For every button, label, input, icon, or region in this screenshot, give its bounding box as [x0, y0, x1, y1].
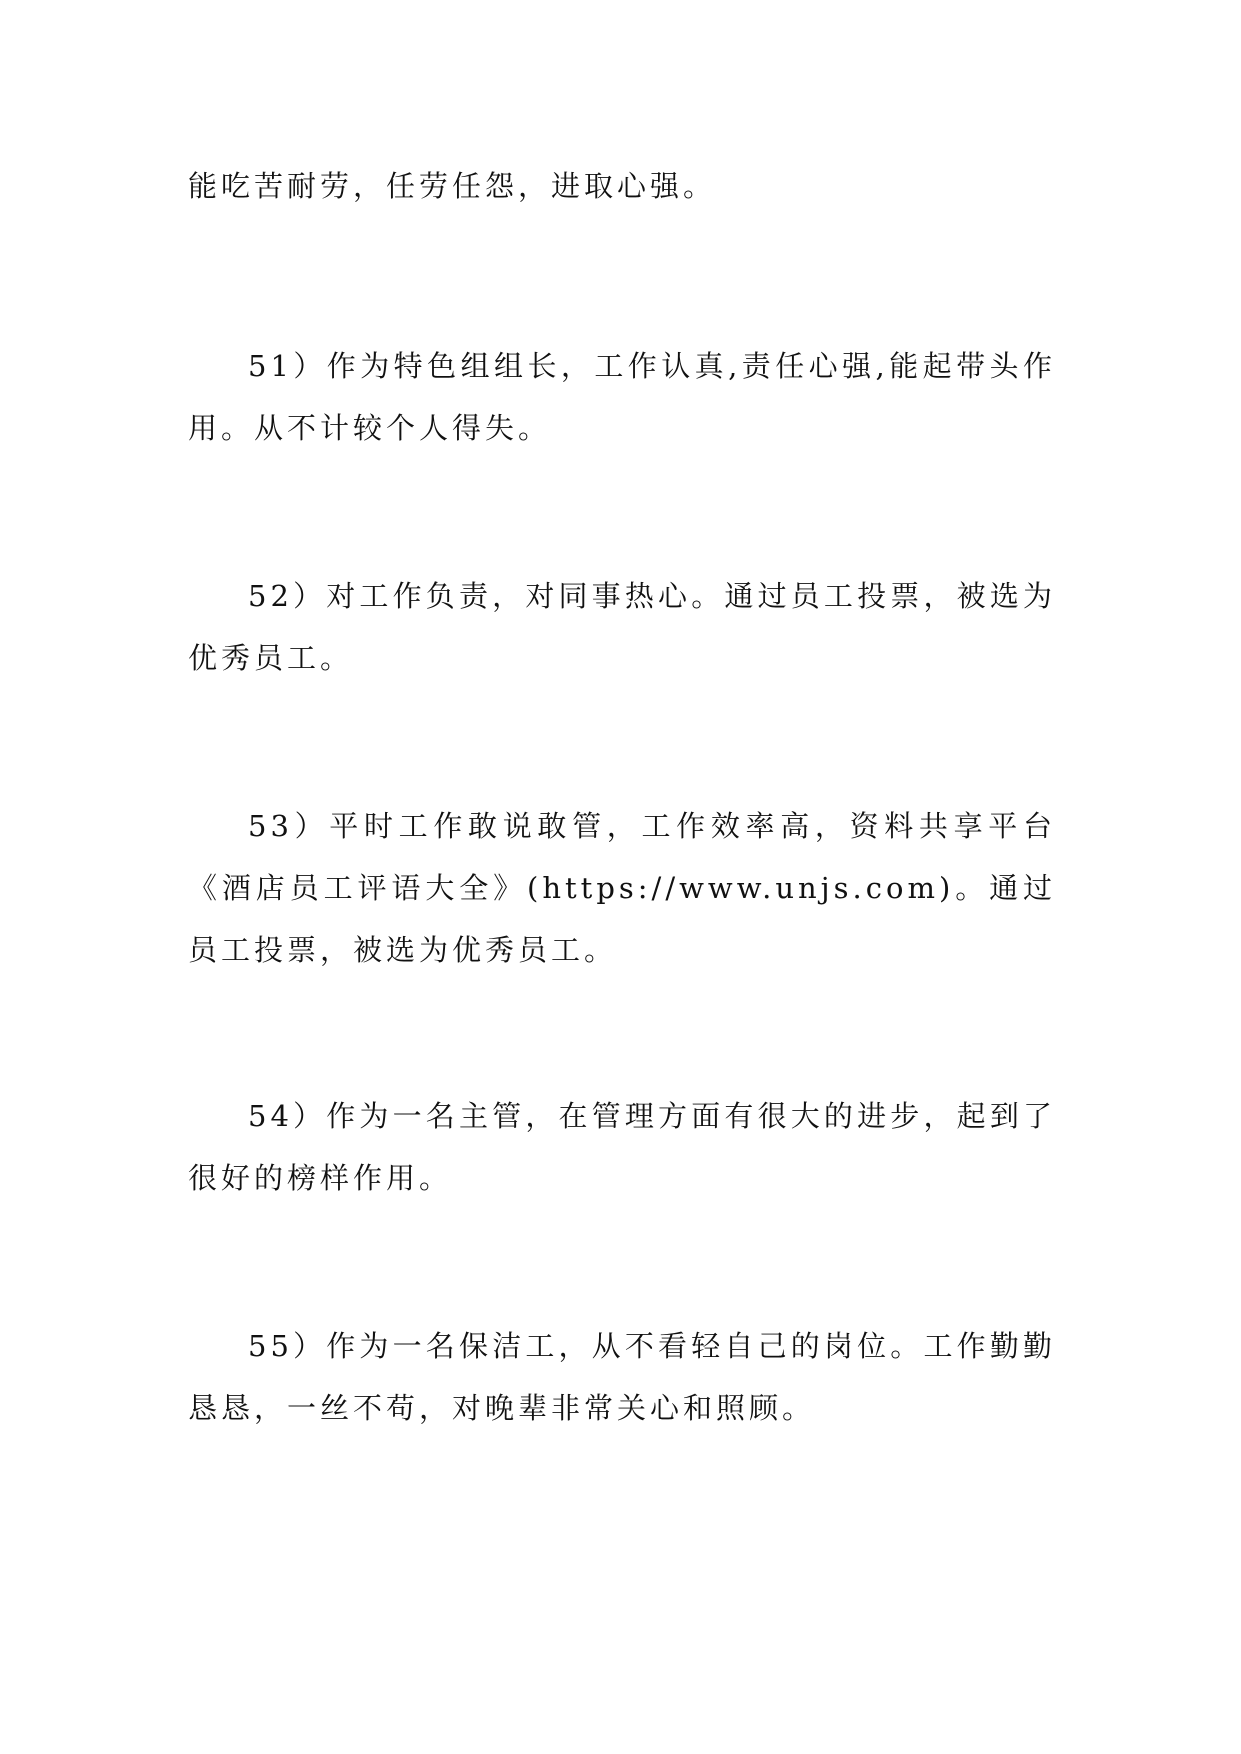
- paragraph-item-54: 54）作为一名主管，在管理方面有很大的进步，起到了很好的榜样作用。: [188, 1099, 1056, 1195]
- paragraph-item-55: 55）作为一名保洁工，从不看轻自己的岗位。工作勤勤恳恳，一丝不苟，对晚辈非常关心和照顾。: [188, 1329, 1056, 1425]
- paragraph-continuation: 能吃苦耐劳，任劳任怨，进取心强。: [188, 169, 717, 203]
- paragraph-item-52: 52）对工作负责，对同事热心。通过员工投票，被选为优秀员工。: [188, 579, 1056, 675]
- paragraph-item-53: 53）平时工作敢说敢管，工作效率高，资料共享平台《酒店员工评语大全》(https://www.unjs.com)。通过员工投票，被选为优秀员工。: [188, 809, 1056, 967]
- paragraph-item-51: 51）作为特色组组长，工作认真,责任心强,能起带头作用。从不计较个人得失。: [188, 349, 1056, 445]
